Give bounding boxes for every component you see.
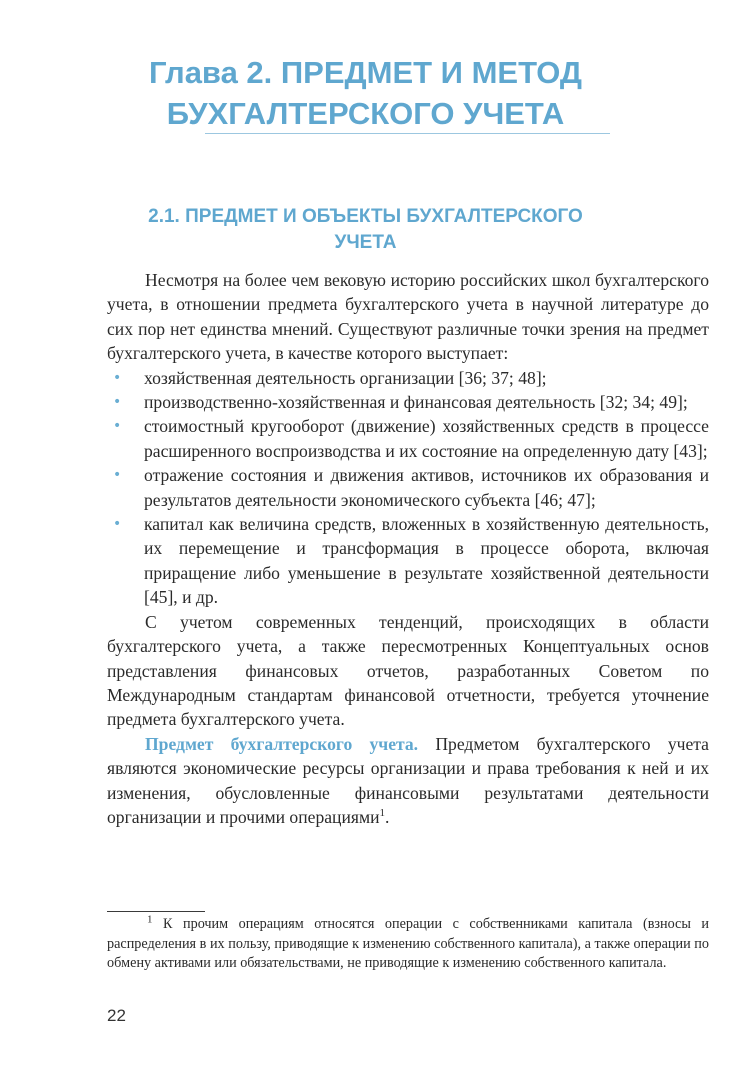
bullet-icon: • [113, 418, 122, 435]
footnote-divider [107, 911, 205, 912]
bullet-icon: • [113, 467, 122, 484]
bullet-icon: • [113, 394, 122, 411]
footnote [107, 915, 709, 974]
list-item-text: отражение состояния и движения активов, источников их образования и результатов деятельности экономического субъекта [46; 47]; [144, 465, 709, 510]
list-item [107, 390, 709, 414]
definition-paragraph [107, 732, 709, 830]
footnote-paragraph [107, 915, 709, 974]
section-title-line-1: 2.1. ПРЕДМЕТ И ОБЪЕКТЫ БУХГАЛТЕРСКОГО [148, 206, 583, 227]
title-divider [205, 133, 610, 134]
definition-text: Предметом бухгалтерского учета являются экономические ресурсы организации и права требования к ней и их изменения, обусловленные финансовыми результатами деятельности организации и прочими операциями [107, 733, 709, 827]
bullet-list [107, 366, 709, 610]
chapter-title-line-2: БУХГАЛТЕРСКОГО УЧЕТА [166, 96, 565, 131]
modern-trends-paragraph: С учетом современных тенденций, происходящих в области бухгалтерского учета, а также пересмотренных Концептуальных основ представления финансовых отчетов, разработанных Советом по Международным стандартам финансовой отчетности, требуется уточнение предмета бухгалтерского учета. [107, 611, 709, 730]
footnote-mark: 1 [147, 913, 153, 926]
list-item [107, 512, 709, 610]
section-title [0, 204, 731, 256]
intro-paragraph: Несмотря на более чем вековую историю российских школ бухгалтерского учета, в отношении предмета бухгалтерского учета в научной литературе до сих пор нет единства мнений. Существуют различные точки зрения на предмет бухгалтерского учета, в качестве которого выступает: [107, 270, 709, 364]
list-item [107, 366, 709, 390]
list-item [107, 414, 709, 463]
bullet-icon: • [113, 369, 122, 386]
list-item-text: капитал как величина средств, вложенных в хозяйственную деятельность, их перемещение и трансформация в процессе оборота, включая приращение либо уменьшение в результате хозяйственной деятельности [45], и др. [144, 514, 709, 608]
list-item-text: производственно-хозяйственная и финансовая деятельность [32; 34; 49]; [144, 392, 688, 413]
body-text [107, 268, 709, 829]
definition-term: Предмет бухгалтерского учета. [145, 733, 419, 754]
footnote-reference[interactable]: 1 [379, 807, 386, 820]
list-item [107, 463, 709, 512]
bullet-icon: • [113, 516, 122, 533]
definition-end: . [385, 806, 390, 827]
list-item-text: хозяйственная деятельность организации [36; 37; 48]; [144, 367, 547, 388]
chapter-title-line-1: Глава 2. ПРЕДМЕТ И МЕТОД [148, 55, 583, 90]
footnote-text: К прочим операциям относятся операции с собственниками капитала (взносы и распределения в их пользу, приводящие к изменению собственного капитала), а также операции по обмену активами или обязательствами, не приводящие к изменению собственного капитала. [107, 916, 709, 972]
section-title-line-2: УЧЕТА [334, 232, 397, 253]
list-item-text: стоимостный кругооборот (движение) хозяйственных средств в процессе расширенного воспроизводства и их состояние на определенную дату [43]; [144, 416, 709, 461]
page-number: 22 [107, 1006, 126, 1025]
chapter-title [0, 52, 731, 134]
